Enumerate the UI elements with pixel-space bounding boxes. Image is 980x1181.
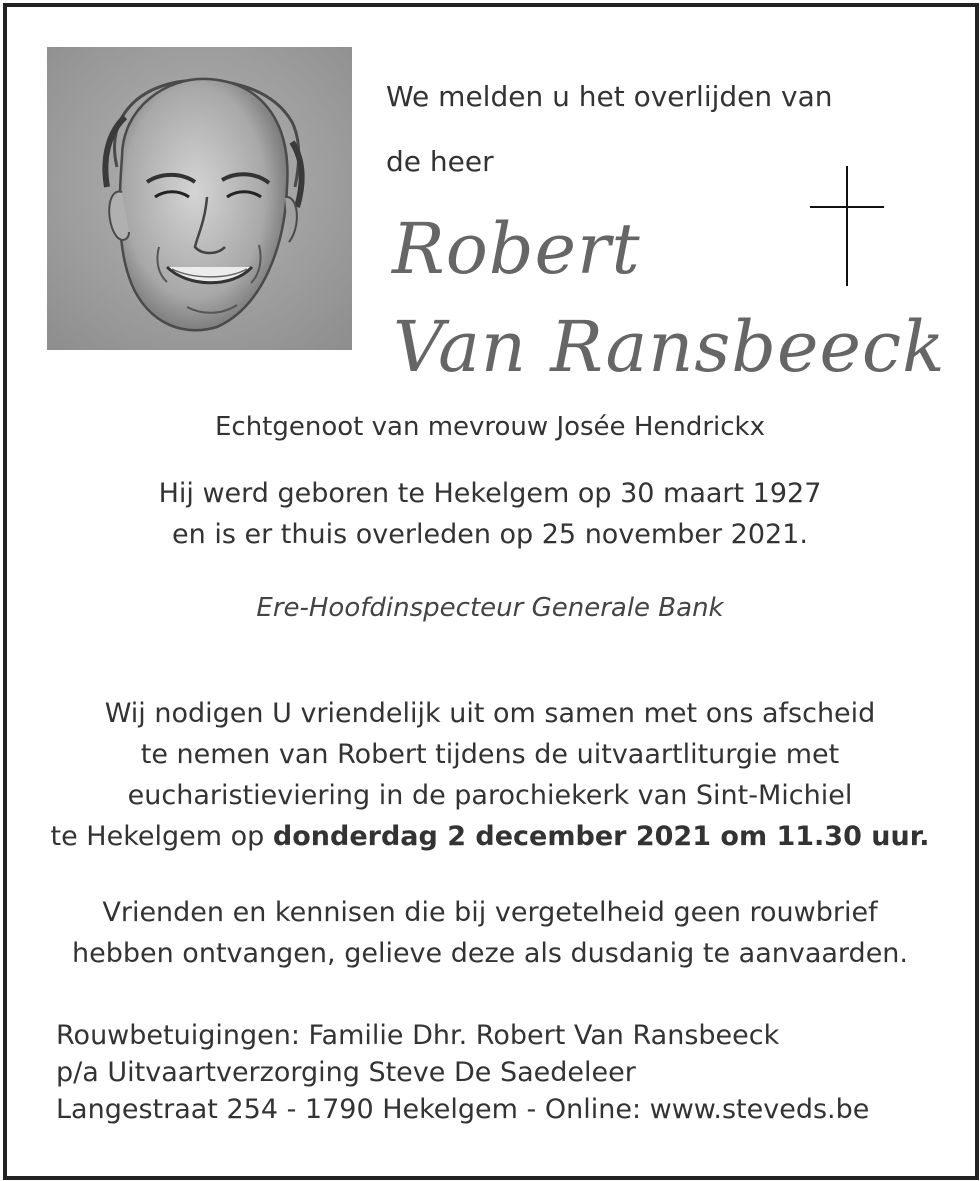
invitation-line-2: te nemen van Robert tijdens de uitvaartliturgie met xyxy=(140,739,840,770)
friends-line-1: Vrienden en kennisen die bij vergetelheid geen rouwbrief xyxy=(102,897,878,928)
contact-line-2: p/a Uitvaartverzorging Steve De Saedeleer xyxy=(56,1057,636,1088)
contact-line-3: Langestraat 254 - 1790 Hekelgem - Online: www.steveds.be xyxy=(56,1094,870,1125)
invitation-line-3: eucharistieviering in de parochiekerk van Sint-Michiel xyxy=(127,780,853,811)
contact-line-1: Rouwbetuigingen: Familie Dhr. Robert Van Ransbeeck xyxy=(56,1020,780,1051)
intro-line-1: We melden u het overlijden van xyxy=(386,80,833,113)
friends-line-2: hebben ontvangen, gelieve deze als dusdanig te aanvaarden. xyxy=(72,938,908,969)
funeral-date-time: donderdag 2 december 2021 om 11.30 uur. xyxy=(272,821,930,852)
portrait-drawing-icon xyxy=(47,47,352,350)
deceased-first-name: Robert xyxy=(392,208,641,290)
intro-line-2: de heer xyxy=(386,145,494,178)
birth-line-1: Hij werd geboren te Hekelgem op 30 maart 1927 xyxy=(158,478,822,509)
spouse-line: Echtgenoot van mevrouw Josée Hendrickx xyxy=(214,412,765,442)
honorary-title: Ere-Hoofdinspecteur Generale Bank xyxy=(256,593,724,623)
invitation-line-4-prefix: te Hekelgem op xyxy=(50,821,273,852)
invitation-line-1: Wij nodigen U vriendelijk uit om samen met ons afscheid xyxy=(104,698,876,729)
deceased-last-name: Van Ransbeeck xyxy=(393,306,946,388)
birth-line-2: en is er thuis overleden op 25 november 2021. xyxy=(172,519,808,550)
invitation-line-4 xyxy=(0,821,980,852)
cross-icon xyxy=(810,166,884,286)
